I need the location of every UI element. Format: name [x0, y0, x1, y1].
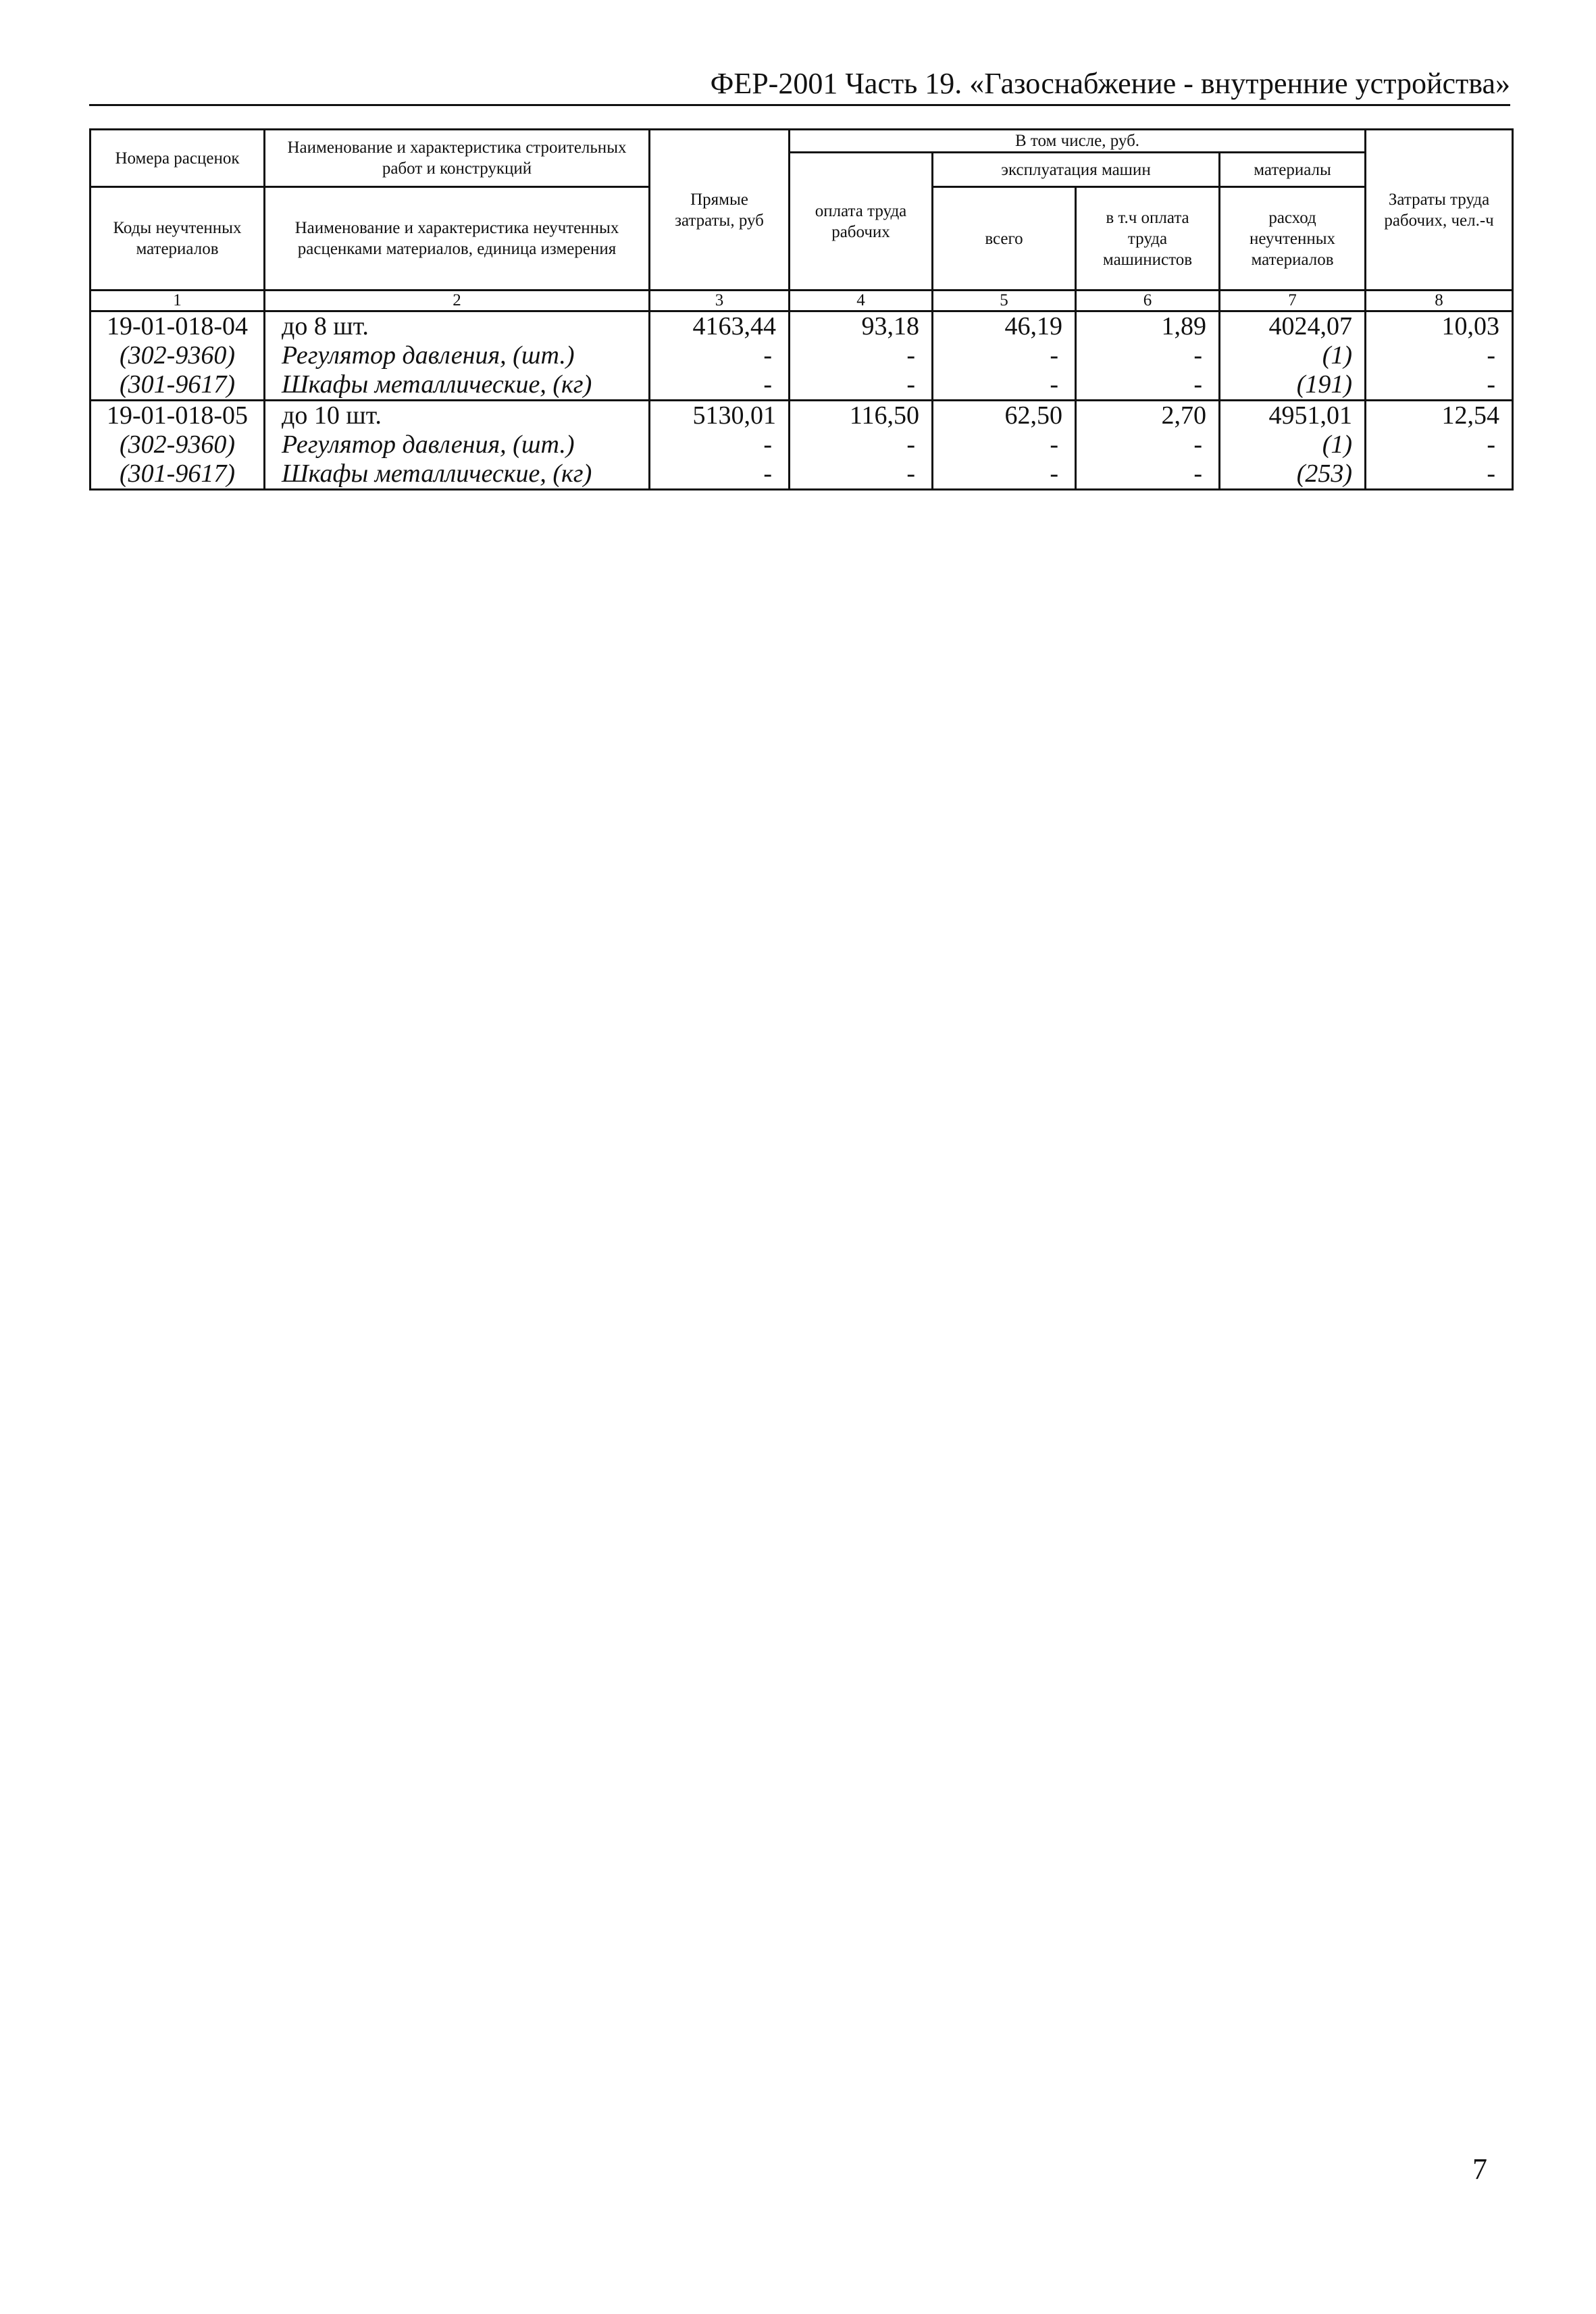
direct-costs: 5130,01: [650, 401, 790, 431]
header-direct-costs: Прямые затраты, руб: [650, 130, 790, 291]
cell-value: -: [1366, 459, 1513, 490]
cell-value: -: [1366, 430, 1513, 459]
header-rate-numbers: Номера расценок: [91, 130, 265, 187]
table-row: [91, 370, 1513, 401]
labor-costs: 10,03: [1366, 311, 1513, 342]
running-header: ФЕР-2001 Часть 19. «Газоснабжение - внутренние устройства»: [89, 65, 1510, 106]
column-number: 3: [650, 291, 790, 311]
material-name: Шкафы металлические, (кг): [265, 459, 650, 490]
column-number: 6: [1076, 291, 1220, 311]
machine-total: 46,19: [933, 311, 1076, 342]
table-row: [91, 459, 1513, 490]
table-row: [91, 341, 1513, 370]
material-code: (302-9360): [91, 430, 265, 459]
table-row: [91, 430, 1513, 459]
column-number: 2: [265, 291, 650, 311]
rate-code: 19-01-018-04: [91, 311, 265, 342]
worker-pay: 116,50: [790, 401, 933, 431]
material-consumption: (1): [1220, 430, 1366, 459]
material-consumption: (1): [1220, 341, 1366, 370]
machine-total: 62,50: [933, 401, 1076, 431]
column-numbers-row: [91, 291, 1513, 311]
direct-costs: 4163,44: [650, 311, 790, 342]
rate-name: до 10 шт.: [265, 401, 650, 431]
cell-value: -: [790, 430, 933, 459]
cell-value: -: [933, 430, 1076, 459]
cell-value: -: [933, 341, 1076, 370]
cell-value: -: [933, 459, 1076, 490]
header-row-1: [91, 130, 1513, 153]
material-consumption: (253): [1220, 459, 1366, 490]
header-work-name: Наименование и характеристика строительных работ и конструкций: [265, 130, 650, 187]
page-number: 7: [1472, 2153, 1487, 2186]
rate-code: 19-01-018-05: [91, 401, 265, 431]
cell-value: -: [1366, 370, 1513, 401]
column-number: 8: [1366, 291, 1513, 311]
cell-value: -: [790, 370, 933, 401]
cell-value: -: [1076, 370, 1220, 401]
column-number: 7: [1220, 291, 1366, 311]
labor-costs: 12,54: [1366, 401, 1513, 431]
header-material-name: Наименование и характеристика неучтенных расценками материалов, единица измерения: [265, 187, 650, 291]
rate-name: до 8 шт.: [265, 311, 650, 342]
material-name: Регулятор давления, (шт.): [265, 430, 650, 459]
column-number: 4: [790, 291, 933, 311]
header-materials: материалы: [1220, 153, 1366, 187]
material-code: (301-9617): [91, 370, 265, 401]
cell-value: -: [1076, 341, 1220, 370]
material-name: Шкафы металлические, (кг): [265, 370, 650, 401]
materials-cost: 4951,01: [1220, 401, 1366, 431]
header-machine-total: всего: [933, 187, 1076, 291]
header-labor-costs: Затраты труда рабочих, чел.-ч: [1366, 130, 1513, 291]
cell-value: -: [1366, 341, 1513, 370]
material-consumption: (191): [1220, 370, 1366, 401]
header-including: В том числе, руб.: [790, 130, 1366, 153]
material-code: (301-9617): [91, 459, 265, 490]
rates-table: [89, 128, 1514, 491]
cell-value: -: [1076, 430, 1220, 459]
machinist-pay: 2,70: [1076, 401, 1220, 431]
cell-value: -: [933, 370, 1076, 401]
column-number: 1: [91, 291, 265, 311]
cell-value: -: [650, 430, 790, 459]
cell-value: -: [650, 459, 790, 490]
material-code: (302-9360): [91, 341, 265, 370]
worker-pay: 93,18: [790, 311, 933, 342]
cell-value: -: [650, 341, 790, 370]
material-name: Регулятор давления, (шт.): [265, 341, 650, 370]
cell-value: -: [1076, 459, 1220, 490]
header-machinist-pay: в т.ч оплата труда машинистов: [1076, 187, 1220, 291]
table-row: [91, 311, 1513, 342]
header-material-consumption: расход неучтенных материалов: [1220, 187, 1366, 291]
header-machine-operation: эксплуатация машин: [933, 153, 1220, 187]
cell-value: -: [790, 341, 933, 370]
cell-value: -: [650, 370, 790, 401]
cell-value: -: [790, 459, 933, 490]
header-worker-pay: оплата труда рабочих: [790, 153, 933, 291]
materials-cost: 4024,07: [1220, 311, 1366, 342]
table-row: [91, 401, 1513, 431]
column-number: 5: [933, 291, 1076, 311]
header-material-codes: Коды неучтенных материалов: [91, 187, 265, 291]
machinist-pay: 1,89: [1076, 311, 1220, 342]
